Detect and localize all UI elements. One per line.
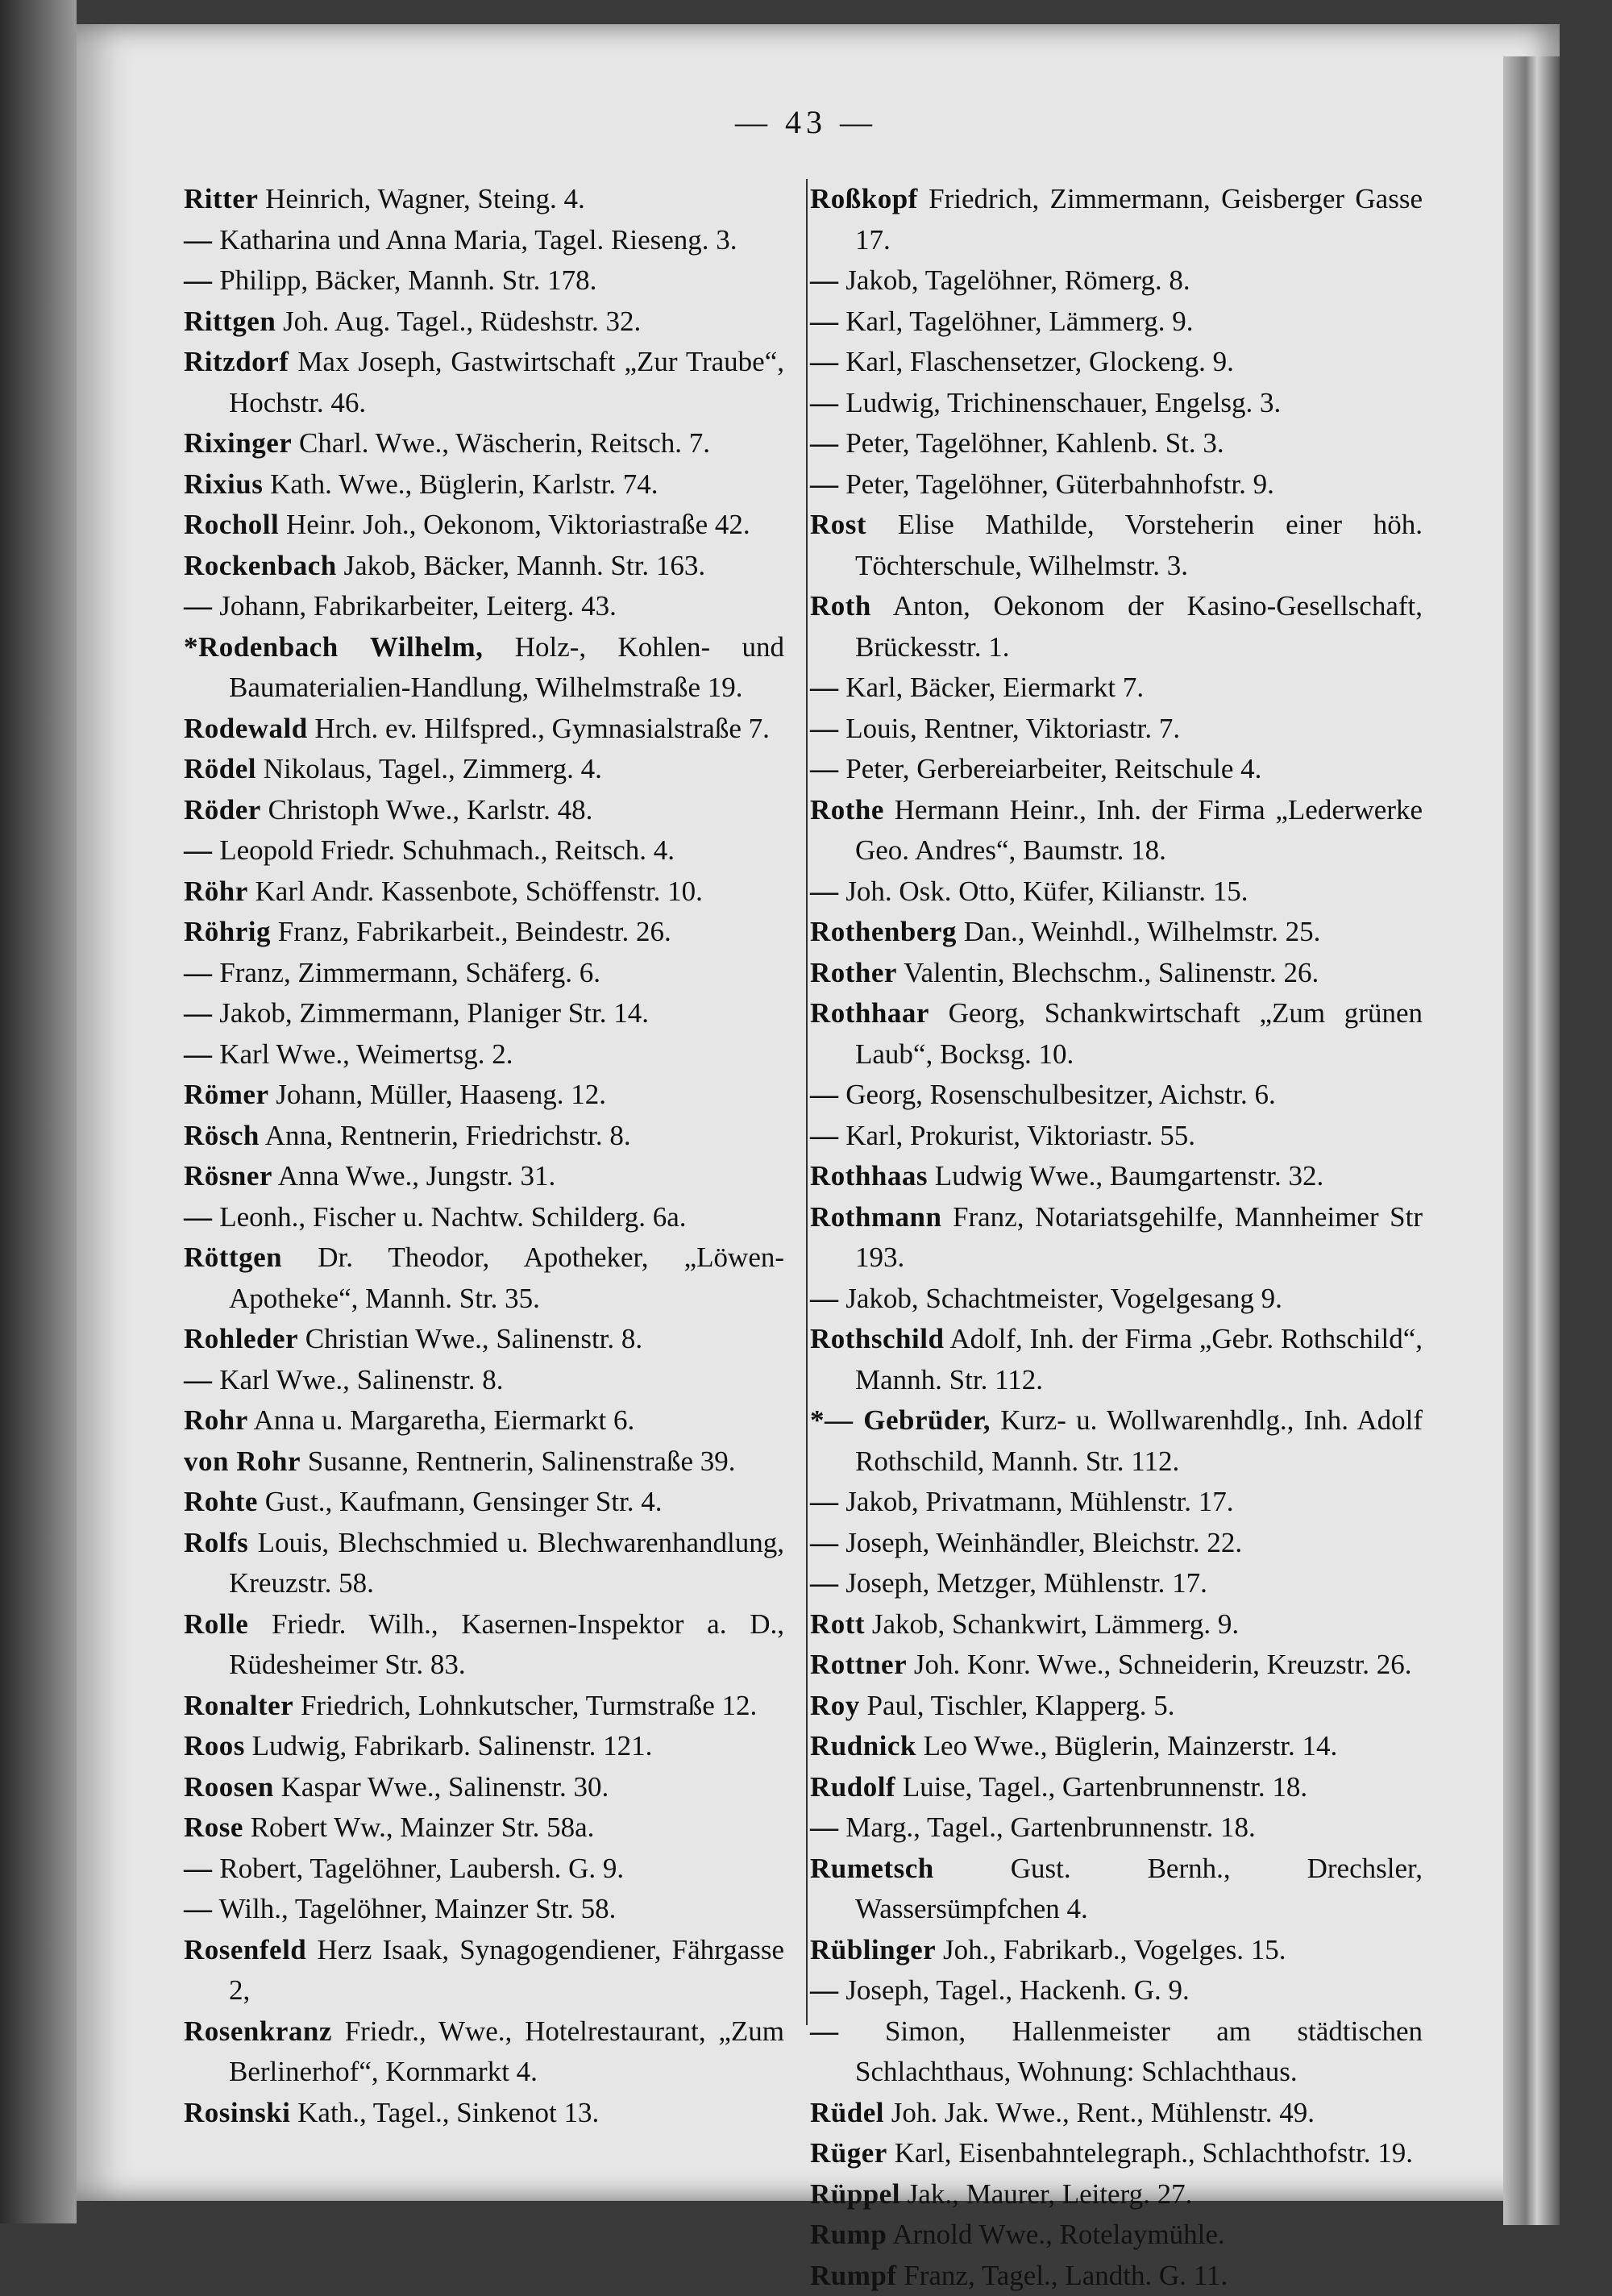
directory-entry <box>184 993 784 1034</box>
entry-name: Rost <box>810 509 866 540</box>
entry-name: Rothschild <box>810 1323 944 1354</box>
directory-entry <box>810 1726 1423 1767</box>
entry-name: Rüppel <box>810 2178 900 2210</box>
entry-name: — <box>810 1079 839 1110</box>
entry-details: Joh., Fabrikarb., Vogelges. 15. <box>943 1934 1286 1965</box>
directory-entry <box>810 423 1423 464</box>
entry-details: Robert, Tagelöhner, Laubersh. G. 9. <box>219 1853 624 1884</box>
directory-entry <box>810 1075 1423 1116</box>
entry-details: Anna, Rentnerin, Friedrichstr. 8. <box>265 1120 631 1151</box>
directory-entry <box>810 1563 1423 1604</box>
directory-entry <box>810 1523 1423 1564</box>
entry-details: Karl, Flaschensetzer, Glockeng. 9. <box>845 346 1234 377</box>
entry-details: Robert Ww., Mainzer Str. 58a. <box>251 1811 595 1843</box>
directory-entry <box>184 1726 784 1767</box>
entry-details: Joseph, Metzger, Mühlenstr. 17. <box>845 1567 1207 1599</box>
entry-name: Rösner <box>184 1160 272 1192</box>
entry-details: Friedr., Wwe., Hotelrestaurant, „Zum Berlinerhof“, Kornmarkt 4. <box>229 2015 784 2088</box>
entry-details: Karl, Tagelöhner, Lämmerg. 9. <box>845 306 1193 337</box>
directory-entry <box>184 1604 784 1686</box>
entry-details: Jakob, Bäcker, Mannh. Str. 163. <box>344 550 706 581</box>
entry-details: Christoph Wwe., Karlstr. 48. <box>268 794 593 826</box>
directory-entry <box>810 383 1423 424</box>
directory-entry <box>184 2093 784 2134</box>
directory-entry <box>184 1116 784 1157</box>
directory-entry <box>810 1116 1423 1157</box>
directory-entry <box>810 749 1423 790</box>
entry-name: Roos <box>184 1730 245 1762</box>
directory-entry <box>184 1807 784 1849</box>
entry-name: Rump <box>810 2219 887 2250</box>
directory-entry <box>184 220 784 261</box>
entry-details: Paul, Tischler, Klapperg. 5. <box>867 1690 1175 1721</box>
entry-details: Karl, Bäcker, Eiermarkt 7. <box>845 672 1144 703</box>
entry-name: Rüger <box>810 2137 887 2169</box>
directory-entry <box>810 912 1423 953</box>
entry-name: Rockenbach <box>184 550 337 581</box>
entry-details: Christian Wwe., Salinenstr. 8. <box>305 1323 642 1354</box>
entry-details: Jakob, Tagelöhner, Römerg. 8. <box>845 264 1190 296</box>
entry-details: Joh. Osk. Otto, Küfer, Kilianstr. 15. <box>845 876 1248 907</box>
entry-name: — <box>184 834 213 866</box>
entry-details: Franz, Tagel., Landth. G. 11. <box>904 2260 1228 2291</box>
entry-details: Georg, Rosenschulbesitzer, Aichstr. 6. <box>845 1079 1276 1110</box>
entry-details: Jakob, Schankwirt, Lämmerg. 9. <box>872 1608 1239 1640</box>
entry-name: Röhr <box>184 876 248 907</box>
right-column <box>810 179 1423 2296</box>
entry-name: Rudnick <box>810 1730 916 1762</box>
entry-name: Rottner <box>810 1649 907 1680</box>
entry-name: Rudolf <box>810 1771 895 1803</box>
left-column <box>184 179 784 2133</box>
entry-details: Karl Andr. Kassenbote, Schöffenstr. 10. <box>256 876 703 907</box>
entry-name: — <box>810 264 839 296</box>
entry-details: Jakob, Schachtmeister, Vogelgesang 9. <box>845 1283 1282 1314</box>
entry-name: Rixinger <box>184 427 292 459</box>
directory-entry <box>184 586 784 627</box>
entry-name: — <box>184 957 213 988</box>
entry-name: — <box>810 346 839 377</box>
entry-details: Adolf, Inh. der Firma „Gebr. Rothschild“, Mannh. Str. 112. <box>855 1323 1423 1395</box>
directory-entry <box>810 2093 1423 2134</box>
directory-entry <box>810 1767 1423 1808</box>
entry-name: Rolfs <box>184 1527 248 1558</box>
directory-entry <box>810 179 1423 260</box>
entry-details: Joseph, Tagel., Hackenh. G. 9. <box>845 1974 1190 2006</box>
entry-details: Karl, Prokurist, Viktoriastr. 55. <box>845 1120 1195 1151</box>
book-gutter <box>0 0 77 2223</box>
directory-entry <box>810 790 1423 871</box>
entry-name: Rüblinger <box>810 1934 936 1965</box>
entry-name: — <box>810 672 839 703</box>
entry-details: Katharina und Anna Maria, Tagel. Rieseng. 3. <box>219 224 737 256</box>
directory-entry <box>810 1319 1423 1400</box>
directory-entry <box>810 1279 1423 1320</box>
entry-name: Ronalter <box>184 1690 293 1721</box>
entry-name: Römer <box>184 1079 269 1110</box>
entry-details: Max Joseph, Gastwirtschaft „Zur Traube“, Hochstr. 46. <box>229 346 784 418</box>
entry-details: Herz Isaak, Synagogendiener, Fährgasse 2, <box>229 1934 784 2007</box>
entry-name: Rumetsch <box>810 1853 934 1884</box>
directory-entry <box>810 1686 1423 1727</box>
entry-name: Rödel <box>184 753 256 784</box>
entry-name: Roosen <box>184 1771 274 1803</box>
entry-name: — <box>810 713 839 744</box>
entry-details: Franz, Fabrikarbeit., Beindestr. 26. <box>278 916 671 947</box>
directory-entry <box>810 1482 1423 1523</box>
directory-entry <box>184 1360 784 1401</box>
entry-details: Leo Wwe., Büglerin, Mainzerstr. 14. <box>924 1730 1338 1762</box>
entry-details: Johann, Müller, Haaseng. 12. <box>276 1079 606 1110</box>
entry-details: Peter, Tagelöhner, Güterbahnhofstr. 9. <box>845 468 1274 500</box>
directory-entry <box>184 1523 784 1604</box>
entry-details: Arnold Wwe., Rotelaymühle. <box>892 2219 1224 2250</box>
entry-details: Wilh., Tagelöhner, Mainzer Str. 58. <box>219 1893 617 1924</box>
directory-entry <box>810 260 1423 302</box>
directory-entry <box>184 1849 784 1890</box>
entry-name: *Rodenbach Wilhelm, <box>184 631 483 663</box>
entry-details: Luise, Tagel., Gartenbrunnenstr. 18. <box>903 1771 1307 1803</box>
entry-details: Holz-, Kohlen- und Baumaterialien-Handlung, Wilhelmstraße 19. <box>229 631 784 704</box>
entry-name: — <box>810 427 839 459</box>
entry-details: Hrch. ev. Hilfspred., Gymnasialstraße 7. <box>315 713 770 744</box>
entry-details: Simon, Hallenmeister am städtischen Schlachthaus, Wohnung: Schlachthaus. <box>855 2015 1423 2088</box>
entry-details: Friedr. Wilh., Kasernen-Inspektor a. D., Rüdesheimer Str. 83. <box>229 1608 784 1681</box>
entry-name: Rüdel <box>810 2097 884 2128</box>
entry-name: — <box>184 224 213 256</box>
entry-name: Rothenberg <box>810 916 957 947</box>
entry-name: — <box>184 997 213 1029</box>
entry-details: Franz, Zimmermann, Schäferg. 6. <box>219 957 600 988</box>
entry-details: Joh. Jak. Wwe., Rent., Mühlenstr. 49. <box>891 2097 1315 2128</box>
entry-name: Ritzdorf <box>184 346 289 377</box>
directory-entry <box>184 342 784 423</box>
entry-details: Kurz- u. Wollwarenhdlg., Inh. Adolf Rothschild, Mannh. Str. 112. <box>855 1404 1423 1477</box>
directory-entry <box>810 953 1423 994</box>
directory-entry <box>810 993 1423 1075</box>
entry-details: Ludwig, Fabrikarb. Salinenstr. 121. <box>252 1730 653 1762</box>
entry-name: — <box>184 1038 213 1070</box>
entry-details: Jakob, Zimmermann, Planiger Str. 14. <box>219 997 649 1029</box>
entry-name: Rolle <box>184 1608 248 1640</box>
entry-details: Peter, Tagelöhner, Kahlenb. St. 3. <box>845 427 1224 459</box>
directory-entry <box>184 1767 784 1808</box>
entry-details: Valentin, Blechschm., Salinenstr. 26. <box>904 957 1319 988</box>
entry-name: Rösch <box>184 1120 260 1151</box>
directory-entry <box>184 912 784 953</box>
entry-details: Nikolaus, Tagel., Zimmerg. 4. <box>264 753 602 784</box>
directory-entry <box>184 302 784 343</box>
entry-details: Dr. Theodor, Apotheker, „Löwen-Apotheke“, Mannh. Str. 35. <box>229 1242 784 1314</box>
directory-entry <box>810 2174 1423 2215</box>
entry-name: — <box>184 1853 213 1884</box>
entry-details: Kaspar Wwe., Salinenstr. 30. <box>281 1771 609 1803</box>
entry-details: Anna u. Margaretha, Eiermarkt 6. <box>254 1404 635 1436</box>
directory-entry <box>810 302 1423 343</box>
directory-entry <box>810 505 1423 586</box>
entry-name: — <box>810 468 839 500</box>
entry-details: Georg, Schankwirtschaft „Zum grünen Laub“, Bocksg. 10. <box>855 997 1423 1070</box>
directory-entry <box>810 1156 1423 1197</box>
entry-name: — <box>810 753 839 784</box>
directory-entry <box>184 179 784 220</box>
entry-details: Gust. Bernh., Drechsler, Wassersümpfchen 4. <box>855 1853 1423 1925</box>
entry-name: Roy <box>810 1690 860 1721</box>
directory-entry <box>184 1889 784 1930</box>
directory-entry <box>810 2133 1423 2174</box>
entry-name: Rosenkranz <box>184 2015 332 2047</box>
entry-name: Rott <box>810 1608 865 1640</box>
directory-entry <box>810 1645 1423 1686</box>
entry-name: Röder <box>184 794 261 826</box>
entry-details: Johann, Fabrikarbeiter, Leiterg. 43. <box>219 590 617 622</box>
directory-entry <box>184 1441 784 1483</box>
entry-details: Marg., Tagel., Gartenbrunnenstr. 18. <box>845 1811 1256 1843</box>
directory-entry <box>810 2256 1423 2296</box>
entry-name: — <box>810 1811 839 1843</box>
directory-entry <box>810 1807 1423 1849</box>
entry-name: Roßkopf <box>810 183 918 214</box>
directory-entry <box>184 1237 784 1319</box>
entry-name: von Rohr <box>184 1445 301 1477</box>
entry-name: — <box>810 2015 839 2047</box>
entry-name: — <box>810 1283 839 1314</box>
entry-name: — <box>184 1364 213 1395</box>
directory-entry <box>810 668 1423 709</box>
entry-name: Rother <box>810 957 897 988</box>
entry-name: Rodewald <box>184 713 308 744</box>
entry-name: Rosinski <box>184 2097 290 2128</box>
directory-entry <box>184 546 784 587</box>
directory-entry <box>184 1075 784 1116</box>
entry-details: Joh. Aug. Tagel., Rüdeshstr. 32. <box>283 306 641 337</box>
directory-entry <box>810 342 1423 383</box>
directory-entry <box>810 464 1423 505</box>
entry-details: Hermann Heinr., Inh. der Firma „Lederwerke Geo. Andres“, Baumstr. 18. <box>855 794 1423 867</box>
entry-name: — <box>810 1974 839 2006</box>
entry-details: Susanne, Rentnerin, Salinenstraße 39. <box>308 1445 736 1477</box>
directory-entry <box>184 1034 784 1075</box>
entry-name: Rothhaar <box>810 997 929 1029</box>
directory-entry <box>184 1686 784 1727</box>
entry-details: Leopold Friedr. Schuhmach., Reitsch. 4. <box>219 834 675 866</box>
entry-details: Heinr. Joh., Oekonom, Viktoriastraße 42. <box>286 509 750 540</box>
entry-details: Karl Wwe., Weimertsg. 2. <box>219 1038 513 1070</box>
directory-entry <box>184 627 784 709</box>
entry-name: Rothe <box>810 794 884 826</box>
entry-details: Louis, Blechschmied u. Blechwarenhandlung, Kreuzstr. 58. <box>229 1527 784 1599</box>
entry-details: Jakob, Privatmann, Mühlenstr. 17. <box>845 1486 1233 1517</box>
entry-details: Ludwig, Trichinenschauer, Engelsg. 3. <box>845 387 1281 418</box>
directory-entry <box>810 2215 1423 2256</box>
entry-name: — <box>184 1201 213 1233</box>
directory-entry <box>184 2011 784 2093</box>
entry-name: *— Gebrüder, <box>810 1404 991 1436</box>
entry-details: Leonh., Fischer u. Nachtw. Schilderg. 6a. <box>219 1201 686 1233</box>
entry-details: Karl, Eisenbahntelegraph., Schlachthofstr. 19. <box>895 2137 1413 2169</box>
page-number: — 43 — <box>709 103 903 141</box>
entry-name: — <box>810 387 839 418</box>
directory-entry <box>184 1197 784 1238</box>
entry-details: Gust., Kaufmann, Gensinger Str. 4. <box>265 1486 663 1517</box>
directory-entry <box>810 871 1423 913</box>
directory-entry <box>810 1930 1423 1971</box>
directory-entry <box>184 1930 784 2011</box>
entry-details: Anton, Oekonom der Kasino-Gesellschaft, Brückesstr. 1. <box>855 590 1423 663</box>
directory-entry <box>184 1400 784 1441</box>
entry-name: Rixius <box>184 468 263 500</box>
entry-name: Rumpf <box>810 2260 897 2291</box>
entry-details: Kath. Wwe., Büglerin, Karlstr. 74. <box>270 468 659 500</box>
entry-details: Friedrich, Lohnkutscher, Turmstraße 12. <box>301 1690 757 1721</box>
entry-details: Franz, Notariatsgehilfe, Mannheimer Str 193. <box>855 1201 1423 1274</box>
directory-entry <box>184 953 784 994</box>
entry-details: Ludwig Wwe., Baumgartenstr. 32. <box>935 1160 1323 1192</box>
directory-entry <box>810 586 1423 668</box>
entry-name: — <box>810 876 839 907</box>
entry-name: — <box>184 1893 213 1924</box>
entry-details: Kath., Tagel., Sinkenot 13. <box>297 2097 599 2128</box>
entry-name: — <box>184 590 213 622</box>
entry-details: Heinrich, Wagner, Steing. 4. <box>265 183 585 214</box>
directory-entry <box>184 709 784 750</box>
directory-entry <box>184 1156 784 1197</box>
entry-details: Dan., Weinhdl., Wilhelmstr. 25. <box>964 916 1321 947</box>
directory-entry <box>810 1604 1423 1645</box>
directory-entry <box>810 1400 1423 1482</box>
entry-name: Rohleder <box>184 1323 298 1354</box>
entry-name: Roth <box>810 590 871 622</box>
directory-entry <box>810 1197 1423 1279</box>
directory-entry <box>184 260 784 302</box>
entry-name: Rohr <box>184 1404 248 1436</box>
directory-entry <box>184 423 784 464</box>
directory-entry <box>184 1482 784 1523</box>
directory-entry <box>184 830 784 871</box>
entry-name: — <box>184 264 213 296</box>
directory-entry <box>810 1970 1423 2011</box>
entry-details: Friedrich, Zimmermann, Geisberger Gasse 17. <box>855 183 1423 256</box>
entry-name: Rittgen <box>184 306 276 337</box>
entry-details: Joh. Konr. Wwe., Schneiderin, Kreuzstr. 26. <box>914 1649 1412 1680</box>
column-divider <box>806 179 808 2025</box>
entry-name: Rocholl <box>184 509 279 540</box>
directory-entry <box>184 871 784 913</box>
entry-name: Rothhaas <box>810 1160 928 1192</box>
entry-details: Jak., Maurer, Leiterg. 27. <box>908 2178 1193 2210</box>
entry-name: Rosenfeld <box>184 1934 306 1965</box>
entry-name: Rohte <box>184 1486 258 1517</box>
entry-name: — <box>810 1527 839 1558</box>
entry-details: Karl Wwe., Salinenstr. 8. <box>219 1364 503 1395</box>
entry-name: Röttgen <box>184 1242 282 1273</box>
entry-details: Joseph, Weinhändler, Bleichstr. 22. <box>845 1527 1242 1558</box>
entry-name: — <box>810 1486 839 1517</box>
entry-name: Rothmann <box>810 1201 941 1233</box>
directory-entry <box>810 2011 1423 2093</box>
entry-details: Charl. Wwe., Wäscherin, Reitsch. 7. <box>299 427 710 459</box>
directory-entry <box>184 790 784 831</box>
page-edges <box>1503 56 1560 2225</box>
directory-entry <box>184 505 784 546</box>
entry-name: — <box>810 306 839 337</box>
entry-details: Anna Wwe., Jungstr. 31. <box>278 1160 555 1192</box>
entry-name: — <box>810 1120 839 1151</box>
entry-name: Ritter <box>184 183 258 214</box>
entry-name: Rose <box>184 1811 243 1843</box>
entry-name: — <box>810 1567 839 1599</box>
entry-details: Louis, Rentner, Viktoriastr. 7. <box>845 713 1180 744</box>
entry-details: Elise Mathilde, Vorsteherin einer höh. Töchterschule, Wilhelmstr. 3. <box>855 509 1423 581</box>
directory-entry <box>184 464 784 505</box>
directory-entry <box>810 1849 1423 1930</box>
directory-entry <box>810 709 1423 750</box>
entry-details: Peter, Gerbereiarbeiter, Reitschule 4. <box>845 753 1261 784</box>
entry-name: Röhrig <box>184 916 271 947</box>
directory-entry <box>184 749 784 790</box>
directory-entry <box>184 1319 784 1360</box>
entry-details: Philipp, Bäcker, Mannh. Str. 178. <box>219 264 596 296</box>
